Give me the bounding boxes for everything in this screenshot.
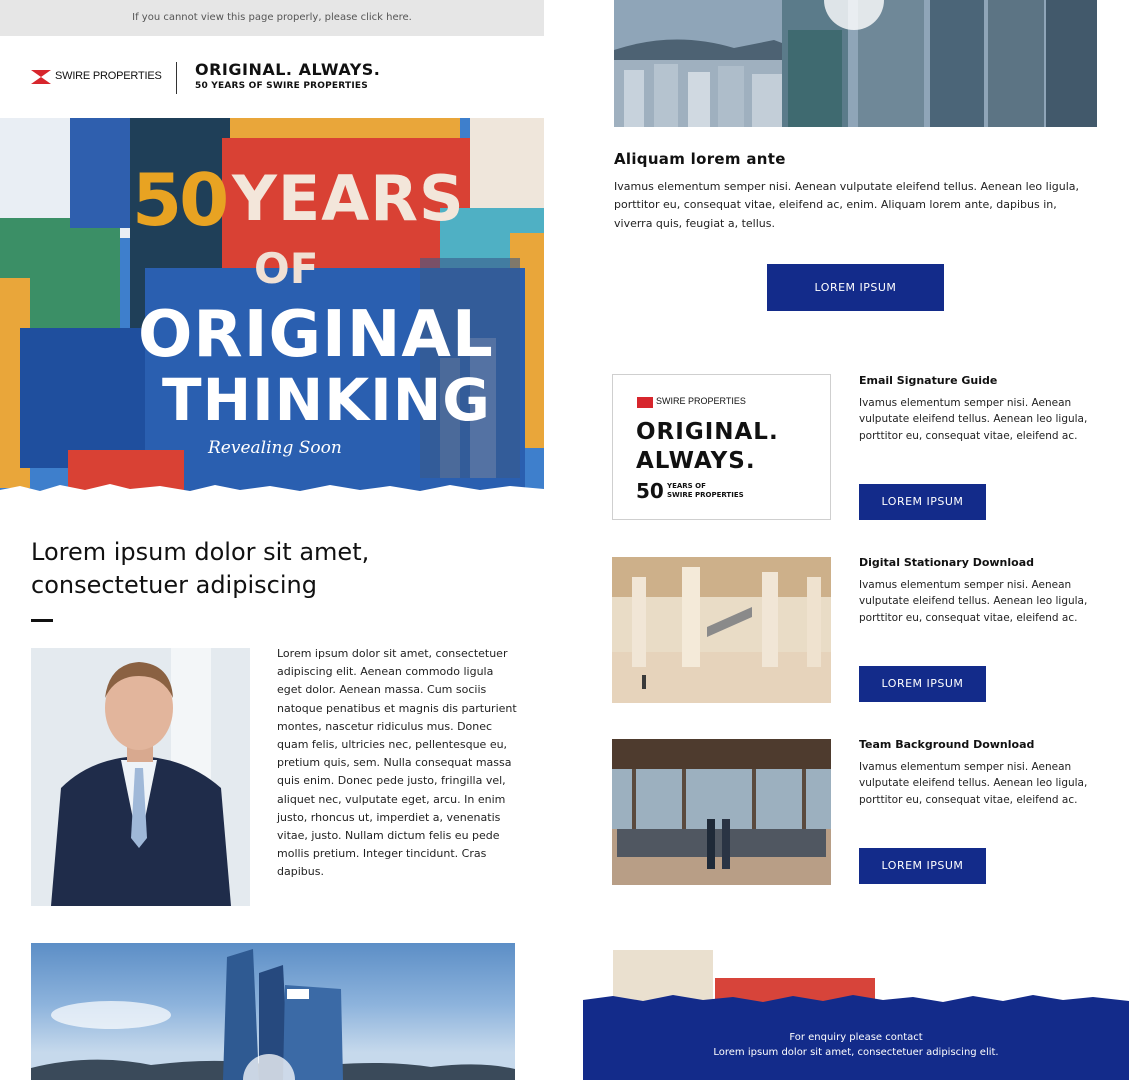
hero-number: 50 bbox=[132, 158, 227, 242]
hero-subtitle: Revealing Soon bbox=[208, 438, 342, 458]
card-years-text2: SWIRE PROPERTIES bbox=[667, 491, 744, 499]
card-number: 50 bbox=[636, 479, 664, 503]
hero-original: ORIGINAL bbox=[138, 298, 494, 372]
brand-header bbox=[0, 36, 544, 118]
hero-banner bbox=[0, 118, 544, 500]
download-title-2: Team Background Download bbox=[859, 738, 1035, 751]
brand-divider bbox=[176, 62, 177, 94]
footer bbox=[583, 948, 1129, 1080]
hero-thinking: THINKING bbox=[162, 366, 491, 434]
brand-subtagline: 50 YEARS OF SWIRE PROPERTIES bbox=[195, 81, 368, 91]
download-button-1[interactable]: LOREM IPSUM bbox=[859, 666, 986, 702]
download-title-0: Email Signature Guide bbox=[859, 374, 998, 387]
card-logo-text: SWIRE PROPERTIES bbox=[656, 396, 746, 406]
card-years-text1: YEARS OF bbox=[667, 482, 706, 490]
download-button-0[interactable]: LOREM IPSUM bbox=[859, 484, 986, 520]
footer-line2: Lorem ipsum dolor sit amet, consectetuer adipiscing elit. bbox=[713, 1047, 999, 1058]
executive-portrait-photo bbox=[31, 648, 250, 906]
swire-logo-icon bbox=[31, 70, 51, 84]
download-text-0: Ivamus elementum semper nisi. Aenean vulputate eleifend tellus. Aenean leo ligula, porttitor eu, consequat vitae, eleifend ac. bbox=[859, 397, 1088, 442]
hero-of: OF bbox=[254, 244, 319, 293]
hero-years: YEARS bbox=[232, 162, 465, 235]
city-skyline-photo bbox=[614, 0, 1097, 127]
swire-logo-icon bbox=[637, 397, 653, 408]
intro-headline: Lorem ipsum dolor sit amet, consectetuer adipiscing bbox=[31, 538, 370, 599]
feature-cta-button[interactable]: LOREM IPSUM bbox=[767, 264, 944, 311]
email-signature-card bbox=[612, 374, 831, 520]
logo-text: SWIRE PROPERTIES bbox=[55, 70, 162, 82]
download-button-2[interactable]: LOREM IPSUM bbox=[859, 848, 986, 884]
view-online-link[interactable]: If you cannot view this page properly, please click here. bbox=[0, 0, 544, 36]
download-text-2: Ivamus elementum semper nisi. Aenean vulputate eleifend tellus. Aenean leo ligula, porttitor eu, consequat vitae, eleifend ac. bbox=[859, 761, 1088, 806]
footer-torn-edge bbox=[583, 992, 1129, 1008]
email-right-column bbox=[583, 0, 1129, 1080]
card-line2: ALWAYS. bbox=[636, 448, 756, 474]
brand-tagline: ORIGINAL. ALWAYS. bbox=[195, 60, 381, 79]
download-title-1: Digital Stationary Download bbox=[859, 556, 1035, 569]
feature-text: Ivamus elementum semper nisi. Aenean vulputate eleifend tellus. Aenean leo ligula, porttitor eu, consequat vitae, eleifend ac, enim. Aliquam lorem ante, dapibus in, viverra quis, feugiat a, tellus. bbox=[614, 180, 1079, 230]
intro-body-text: Lorem ipsum dolor sit amet, consectetuer adipiscing elit. Aenean commodo ligula eget dolor. Aenean massa. Cum sociis natoque penatibus et magnis dis parturient montes, nascetur ridiculus mus. Donec quam felis, ultricies nec, pellentesque eu, pretium quis, sem. Nulla consequat massa quis enim. Donec pede justo, fringilla vel, aliquet nec, vulputate eget, arcu. In enim justo, rhoncus ut, imperdiet a, venenatis vitae, justo. Nullam dictum felis eu pede mollis pretium. Integer tincidunt. Cras dapibus. bbox=[277, 647, 517, 879]
email-left-column bbox=[0, 0, 544, 1080]
torn-paper-edge bbox=[0, 480, 544, 500]
building-video-thumbnail[interactable] bbox=[31, 943, 515, 1080]
feature-title: Aliquam lorem ante bbox=[614, 150, 786, 168]
headline-dash bbox=[31, 619, 53, 622]
team-group-photo bbox=[612, 739, 831, 885]
download-text-1: Ivamus elementum semper nisi. Aenean vulputate eleifend tellus. Aenean leo ligula, porttitor eu, consequat vitae, eleifend ac. bbox=[859, 579, 1088, 624]
mall-interior-photo bbox=[612, 557, 831, 703]
footer-line1: For enquiry please contact bbox=[789, 1032, 923, 1043]
card-line1: ORIGINAL. bbox=[636, 419, 779, 445]
